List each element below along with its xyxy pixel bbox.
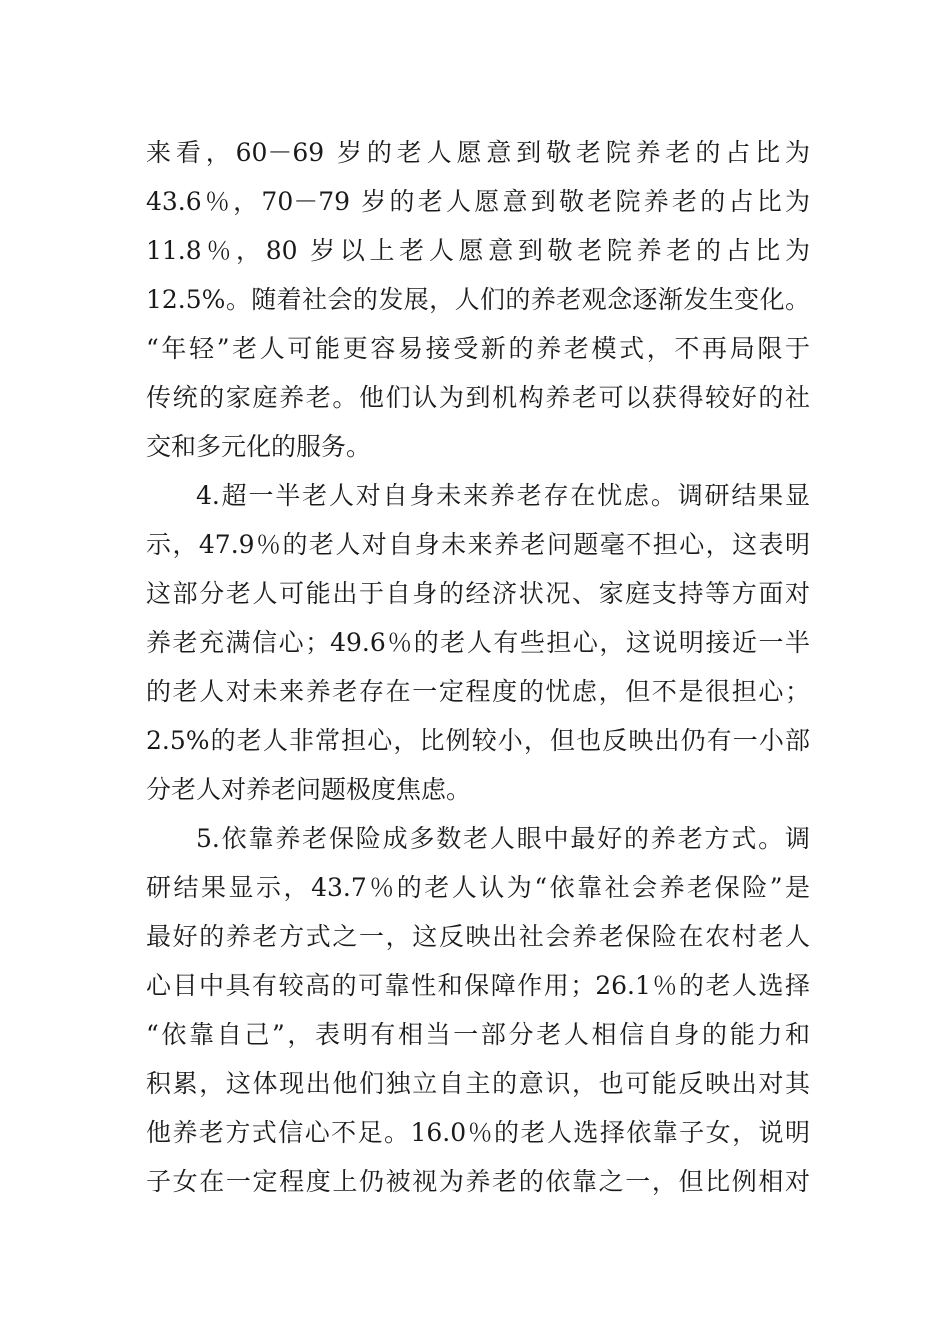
paragraph-5 xyxy=(146,814,810,1206)
text-line: 2.5%的老人非常担心，比例较小，但也反映出仍有一小部 xyxy=(146,726,810,755)
document-body-text xyxy=(146,128,810,1206)
text-line: 分老人对养老问题极度焦虑。 xyxy=(146,775,472,804)
text-line: “年轻”老人可能更容易接受新的养老模式，不再局限于 xyxy=(146,334,810,363)
text-line: 来看，60－69 岁的老人愿意到敬老院养老的占比为 xyxy=(146,138,810,167)
text-line: 传统的家庭养老。他们认为到机构养老可以获得较好的社 xyxy=(146,383,810,412)
text-line: “依靠自己”，表明有相当一部分老人相信自身的能力和 xyxy=(146,1020,810,1049)
text-line: 交和多元化的服务。 xyxy=(146,432,372,461)
text-line: 最好的养老方式之一，这反映出社会养老保险在农村老人 xyxy=(146,922,810,951)
text-line: 12.5%。随着社会的发展，人们的养老观念逐渐发生变化。 xyxy=(146,285,810,314)
paragraph-4 xyxy=(146,471,810,814)
text-line: 他养老方式信心不足。16.0％的老人选择依靠子女，说明 xyxy=(146,1118,810,1147)
text-line: 11.8％，80 岁以上老人愿意到敬老院养老的占比为 xyxy=(146,236,810,265)
text-line: 养老充满信心；49.6％的老人有些担心，这说明接近一半 xyxy=(146,628,810,657)
text-line: 5.依靠养老保险成多数老人眼中最好的养老方式。调 xyxy=(196,824,810,853)
text-line: 这部分老人可能出于自身的经济状况、家庭支持等方面对 xyxy=(146,579,810,608)
text-line: 43.6％，70－79 岁的老人愿意到敬老院养老的占比为 xyxy=(146,187,810,216)
text-line: 研结果显示，43.7％的老人认为“依靠社会养老保险”是 xyxy=(146,873,810,902)
text-line: 4.超一半老人对自身未来养老存在忧虑。调研结果显 xyxy=(196,481,810,510)
text-line: 的老人对未来养老存在一定程度的忧虑，但不是很担心； xyxy=(146,677,810,706)
text-line: 子女在一定程度上仍被视为养老的依靠之一，但比例相对 xyxy=(146,1167,810,1196)
paragraph-3-continued xyxy=(146,128,810,471)
text-line: 积累，这体现出他们独立自主的意识，也可能反映出对其 xyxy=(146,1069,810,1098)
text-line: 示，47.9％的老人对自身未来养老问题毫不担心，这表明 xyxy=(146,530,810,559)
text-line: 心目中具有较高的可靠性和保障作用；26.1％的老人选择 xyxy=(146,971,810,1000)
